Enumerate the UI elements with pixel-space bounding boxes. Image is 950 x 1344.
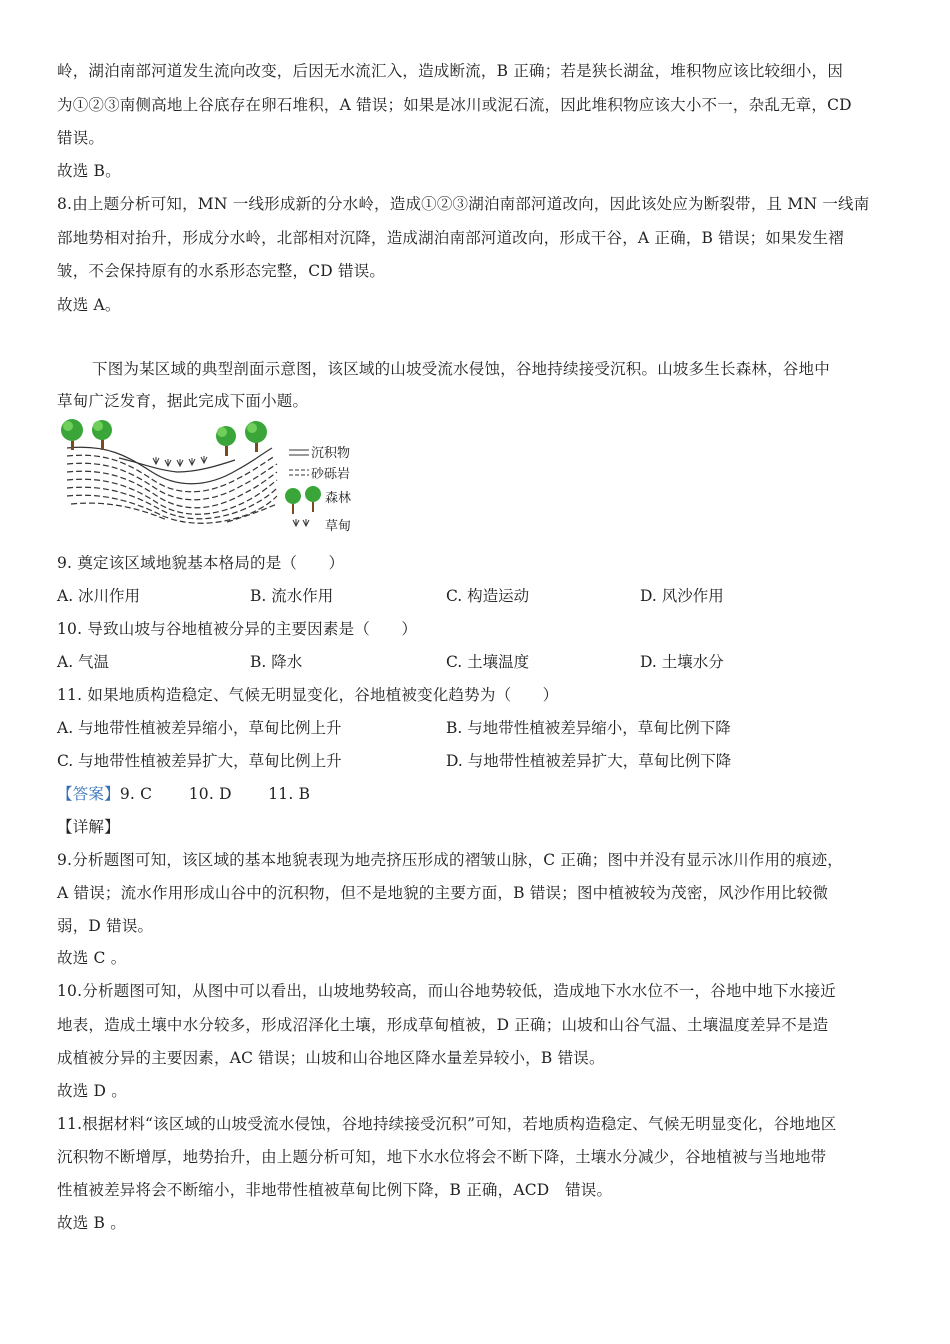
explanation-9-text: 9.分析题图可知，该区域的基本地貌表现为地壳挤压形成的褶皱山脉，C 正确；图中并没有显示冰川作用的痕迹， <box>57 851 843 869</box>
explanation-11-text: 11.根据材料“该区域的山坡受流水侵蚀，谷地持续接受沉积”可知，若地质构造稳定、气候无明显变化，谷地地区 <box>57 1115 837 1133</box>
explanation-11-choice: 故选 B 。 <box>57 1214 126 1232</box>
text-line: 故选 B。 <box>57 162 121 180</box>
forest-trees-right <box>216 421 267 456</box>
question-11-option-d[interactable]: D. 与地带性植被差异扩大，草甸比例下降 <box>446 752 732 770</box>
intro-text: 下图为某区域的典型剖面示意图，该区域的山坡受流水侵蚀，谷地持续接受沉积。山坡多生长森林，谷地中 <box>92 360 830 378</box>
cross-section-figure <box>57 410 367 538</box>
question-9-option-b[interactable]: B. 流水作用 <box>250 587 334 605</box>
question-11-option-c[interactable]: C. 与地带性植被差异扩大，草甸比例上升 <box>57 752 342 770</box>
explanation-11-text: 沉积物不断增厚，地势抬升，由上题分析可知，地下水水位将会不断下降，土壤水分减少，谷地植被与当地地带 <box>57 1148 827 1166</box>
detail-heading: 【详解】 <box>57 818 120 836</box>
meadow-marks <box>153 456 207 466</box>
forest-trees-left <box>61 419 112 450</box>
text-line: 岭，湖泊南部河道发生流向改变，后因无水流汇入，造成断流，B 正确；若是狭长湖盆，堆积物应该比较细小，因 <box>57 62 844 80</box>
text-line: 皱，不会保持原有的水系形态完整，CD 错误。 <box>57 262 386 280</box>
question-10-option-c[interactable]: C. 土壤温度 <box>446 653 530 671</box>
question-10-stem: 10. 导致山坡与谷地植被分异的主要因素是（ ） <box>57 620 418 638</box>
explanation-11-text: 性植被差异将会不断缩小，非地带性植被草甸比例下降，B 正确，ACD 错误。 <box>57 1181 613 1199</box>
question-9-option-a[interactable]: A. 冰川作用 <box>57 587 141 605</box>
explanation-10-text: 地表，造成土壤中水分较多，形成沼泽化土壤，形成草甸植被，D 正确；山坡和山谷气温、土壤温度差异不是造 <box>57 1016 829 1034</box>
rock-layers <box>67 447 277 523</box>
legend-meadow-label: 草甸 <box>325 519 352 534</box>
answer-tag: 【答案】 <box>57 785 120 803</box>
question-9-stem: 9. 奠定该区域地貌基本格局的是（ ） <box>57 554 345 572</box>
legend-sediment-label: 沉积物 <box>311 446 351 461</box>
explanation-9-choice: 故选 C 。 <box>57 949 127 967</box>
legend-forest-label: 森林 <box>325 491 352 506</box>
explanation-10-text: 成植被分异的主要因素，AC 错误；山坡和山谷地区降水量差异较小，B 错误。 <box>57 1049 605 1067</box>
explanation-10-text: 10.分析题图可知，从图中可以看出，山坡地势较高，而山谷地势较低，造成地下水水位不一，谷地中地下水接近 <box>57 982 836 1000</box>
answer-line <box>57 783 893 805</box>
question-10-option-d[interactable]: D. 土壤水分 <box>640 653 724 671</box>
legend-rock-label: 砂砾岩 <box>311 467 351 482</box>
explanation-9-text: A 错误；流水作用形成山谷中的沉积物，但不是地貌的主要方面，B 错误；图中植被较为茂密，风沙作用比较微 <box>57 884 829 902</box>
question-11-stem: 11. 如果地质构造稳定、气候无明显变化，谷地植被变化趋势为（ ） <box>57 686 559 704</box>
question-11-option-a[interactable]: A. 与地带性植被差异缩小，草甸比例上升 <box>57 719 342 737</box>
question-10-option-a[interactable]: A. 气温 <box>57 653 110 671</box>
figure-legend <box>285 445 351 534</box>
question-10-option-b[interactable]: B. 降水 <box>250 653 303 671</box>
intro-text: 草甸广泛发育，据此完成下面小题。 <box>57 392 309 410</box>
question-9-option-d[interactable]: D. 风沙作用 <box>640 587 724 605</box>
text-line: 部地势相对抬升，形成分水岭，北部相对沉降，造成湖泊南部河道改向，形成干谷，A 正确，B 错误；如果发生褶 <box>57 229 844 247</box>
cross-section-diagram <box>57 410 367 538</box>
text-line: 8.由上题分析可知，MN 一线形成新的分水岭，造成①②③湖泊南部河道改向，因此该处应为断裂带，且 MN 一线南 <box>57 195 870 213</box>
question-9-option-c[interactable]: C. 构造运动 <box>446 587 530 605</box>
explanation-10-choice: 故选 D 。 <box>57 1082 127 1100</box>
answer-text: 9. C 10. D 11. B <box>119 785 311 803</box>
text-line: 错误。 <box>57 129 105 147</box>
question-11-option-b[interactable]: B. 与地带性植被差异缩小，草甸比例下降 <box>446 719 731 737</box>
explanation-9-text: 弱，D 错误。 <box>57 917 154 935</box>
text-line: 为①②③南侧高地上谷底存在卵石堆积，A 错误；如果是冰川或泥石流，因此堆积物应该大小不一，杂乱无章，CD <box>57 96 852 114</box>
text-line: 故选 A。 <box>57 296 121 314</box>
